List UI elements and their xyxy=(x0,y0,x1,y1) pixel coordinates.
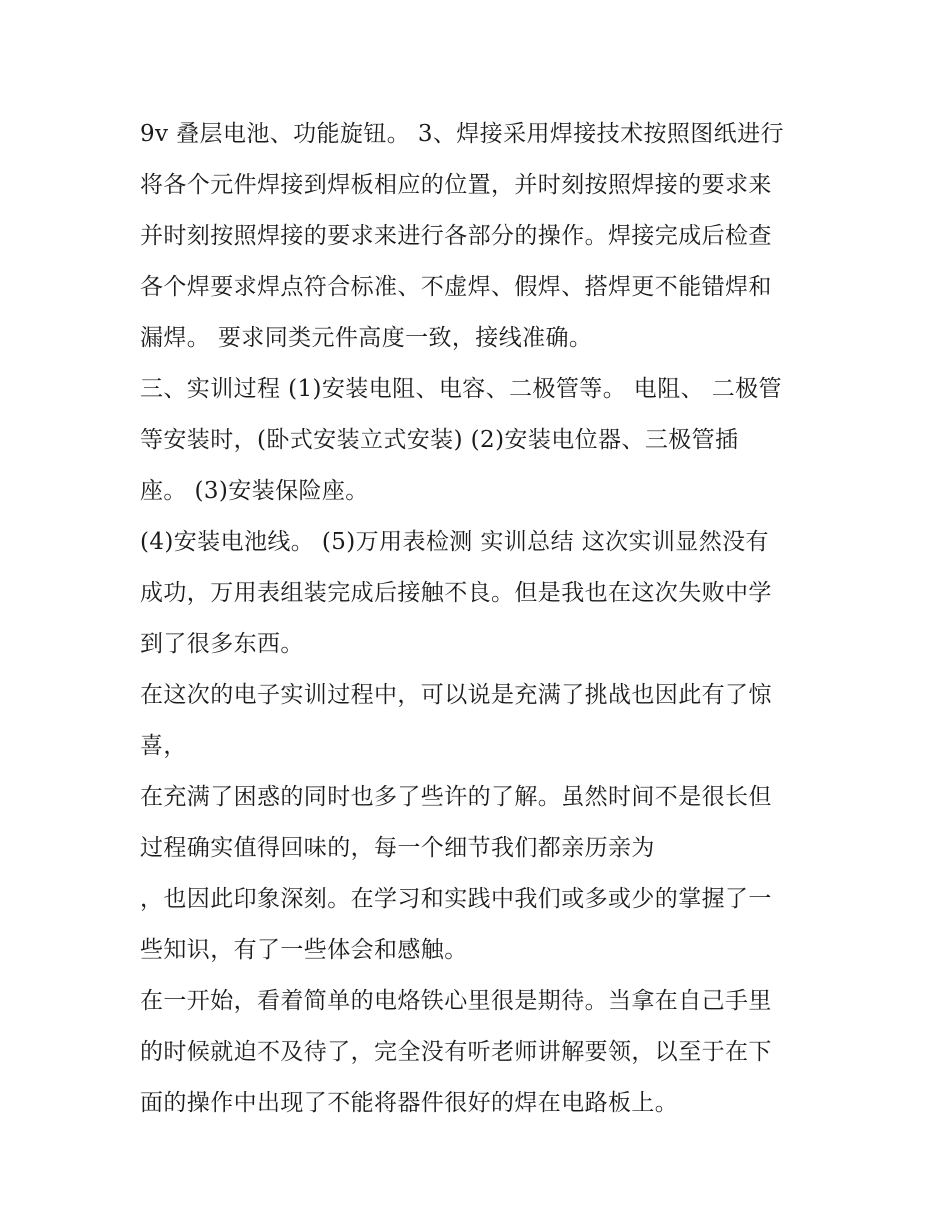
text-line: 在充满了困惑的同时也多了些许的了解。虽然时间不是很长但 xyxy=(140,784,772,810)
text-line: 的时候就迫不及待了，完全没有听老师讲解要领，以至于在下 xyxy=(140,1039,772,1065)
text-line: 三、实训过程 (1)安装电阻、电容、二极管等。 电阻、 二极管 xyxy=(140,376,782,402)
text-line: 到了很多东西。 xyxy=(140,631,304,657)
text-line: 各个焊要求焊点符合标准、不虚焊、假焊、搭焊更不能错焊和 xyxy=(140,274,772,300)
text-line: 成功，万用表组装完成后接触不良。但是我也在这次失败中学 xyxy=(140,580,772,606)
text-line: ，也因此印象深刻。在学习和实践中我们或多或少的掌握了一 xyxy=(140,886,772,912)
text-line: 喜， xyxy=(140,733,187,759)
text-line: 在一开始，看着简单的电烙铁心里很是期待。当拿在自己手里 xyxy=(140,988,772,1014)
text-line: 并时刻按照焊接的要求来进行各部分的操作。焊接完成后检查 xyxy=(140,223,772,249)
text-line: 9v 叠层电池、功能旋钮。 3、焊接采用焊接技术按照图纸进行 xyxy=(140,121,784,147)
text-line: 过程确实值得回味的，每一个细节我们都亲历亲为 xyxy=(140,835,655,861)
document-body xyxy=(140,109,820,1129)
text-line: 等安装时，(卧式安装立式安装) (2)安装电位器、三极管插 xyxy=(140,427,739,453)
text-line: (4)安装电池线。 (5)万用表检测 实训总结 这次实训显然没有 xyxy=(140,529,769,555)
text-line: 漏焊。 要求同类元件高度一致，接线准确。 xyxy=(140,325,593,351)
text-line: 将各个元件焊接到焊板相应的位置，并时刻按照焊接的要求来 xyxy=(140,172,772,198)
text-line: 座。 (3)安装保险座。 xyxy=(140,478,369,504)
text-line: 些知识，有了一些体会和感触。 xyxy=(140,937,468,963)
text-line: 面的操作中出现了不能将器件很好的焊在电路板上。 xyxy=(140,1090,679,1116)
text-line: 在这次的电子实训过程中，可以说是充满了挑战也因此有了惊 xyxy=(140,682,772,708)
